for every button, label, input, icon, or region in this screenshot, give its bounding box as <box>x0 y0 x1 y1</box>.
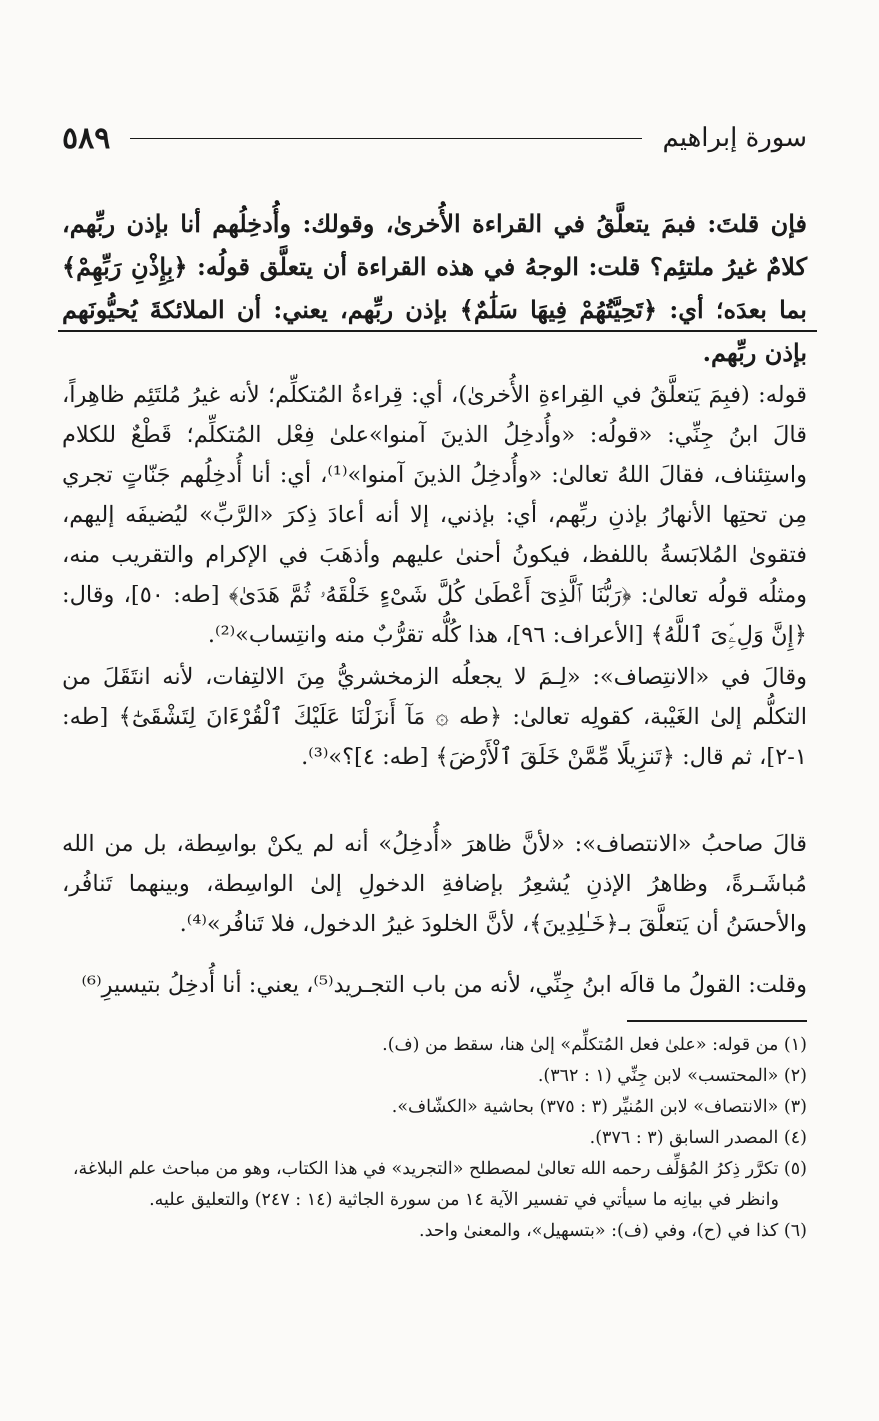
footnote: (٣) «الانتصاف» لابن المُنيِّر (٣ : ٣٧٥) بحاشية «الكشّاف». <box>391 1097 807 1117</box>
page-number: ٥٨٩ <box>62 120 111 156</box>
commentary-paragraph: وقالَ في «الانتِصاف»: «لِـمَ لا يجعلُه الزمخشريُّ مِنَ الالتِفات، لأنه انتَقَلَ من التكلُّم إلىٰ الغَيْبة، كقولِه تعالىٰ: ﴿طه ۞ مَآ أَنزَلْنَا عَلَيْكَ ٱلْقُرْءَانَ لِتَشْقَىٰٓ﴾ [طه: ١-٢]، ثم قال: ﴿تَنزِيلًا مِّمَّنْ خَلَقَ ٱلْأَرْضَ﴾ [طه: ٤]؟»⁽³⁾. <box>62 663 807 770</box>
footnote-divider <box>627 1020 807 1022</box>
page-header <box>62 118 807 158</box>
commentary-paragraph: قوله: (فبِمَ يَتعلَّقُ في القِراءةِ الأُخرىٰ)، أي: قِراءةُ المُتكلِّم؛ لأنه غيرُ مُلتَئِم ظاهِراً، قالَ ابنُ جِنِّي: «قولُه: «وأُدخِلُ الذينَ آمنوا»علىٰ فِعْل المُتكلِّم؛ قَطْعٌ للكلام واستِئناف، فقالَ اللهُ تعالىٰ: «وأُدخِلُ الذينَ آمنوا»⁽¹⁾، أي: أنا أُدخِلُهم جَنّاتٍ تجري مِن تحتِها الأنهارُ بإذنِ ربِّهم، أي: بإذني، إلا أنه أعادَ ذِكرَ «الرَّبِّ» ليُضيفَه إليهم، فتقوىٰ المُلابَسةُ باللفظ، فيكونُ أحنىٰ عليهم وأذهَبَ في الإكرام والتقريب منه، ومثلُه قولُه تعالىٰ: ﴿رَبُّنَا ٱلَّذِىٓ أَعْطَىٰ كُلَّ شَىْءٍ خَلْقَهُۥ ثُمَّ هَدَىٰ﴾ [طه: ٥٠]، وقال: ﴿إِنَّ وَلِۦِّىَ ٱللَّهُ﴾ [الأعراف: ٩٦]، هذا كُلُّه تقرُّبٌ منه وانتِساب»⁽²⁾. <box>62 381 807 648</box>
footnote: (١) من قوله: «علىٰ فعل المُتكلِّم» إلىٰ هنا، سقط من (ف). <box>382 1035 807 1055</box>
surah-title: سورة إبراهيم <box>662 123 807 153</box>
commentary-paragraph: وقلت: القولُ ما قالَه ابنُ جِنِّي، لأنه من باب التجـريد⁽⁵⁾، يعني: أنا أُدخِلُ بتيسيرِ⁽⁶⁾ <box>81 971 807 998</box>
footnotes <box>62 1030 807 1247</box>
footnote: (٢) «المحتسب» لابن جِنِّي (١ : ٣٦٢). <box>537 1066 807 1086</box>
main-text: فإن قلتَ: فبمَ يتعلَّقُ في القراءة الأُخرىٰ، وقولك: وأُدخِلُهم أنا بإذن ربِّهم، كلامٌ غيرُ ملتئِم؟ قلت: الوجهُ في هذه القراءة أن يتعلَّق قولُه: ﴿بِإِذْنِ رَبِّهِمْ﴾ بما بعدَه؛ أي: ﴿تَحِيَّتُهُمْ فِيهَا سَلَٰمٌ﴾ بإذن ربِّهم، يعني: أن الملائكةَ يُحيُّونَهم بإذن ربِّهم. <box>62 209 807 367</box>
footnote: (٦) كذا في (ح)، وفي (ف): «بتسهيل»، والمعنىٰ واحد. <box>419 1221 807 1241</box>
footnote: (٤) المصدر السابق (٣ : ٣٧٦). <box>589 1128 807 1148</box>
footnote-continuation: وانظر في بيانِه ما سيأتي في تفسير الآية ١٤ من سورة الجاثية (١٤ : ٢٤٧) والتعليق عليه. <box>149 1190 779 1210</box>
footnote: (٥) تكرَّر ذِكرُ المُؤلِّف رحمه الله تعالىٰ لمصطلح «التجريد» في هذا الكتاب، وهو من مباحث علم البلاغة، <box>72 1159 807 1179</box>
header-divider <box>130 138 642 139</box>
commentary-paragraph: قالَ صاحبُ «الانتصاف»: «لأنَّ ظاهرَ «أُدخِلُ» أنه لم يكنْ بواسِطة، بل من الله مُباشَـرةً، وظاهرُ الإذنِ يُشعِرُ بإضافةِ الدخولِ إلىٰ الواسِطة، وبينهما تَنافُر، والأحسَنُ أن يَتعلَّقَ بـ﴿خَـٰلِدِينَ﴾، لأنَّ الخلودَ غيرُ الدخول، فلا تَنافُر»⁽⁴⁾. <box>62 830 807 937</box>
main-text-divider <box>58 330 817 332</box>
